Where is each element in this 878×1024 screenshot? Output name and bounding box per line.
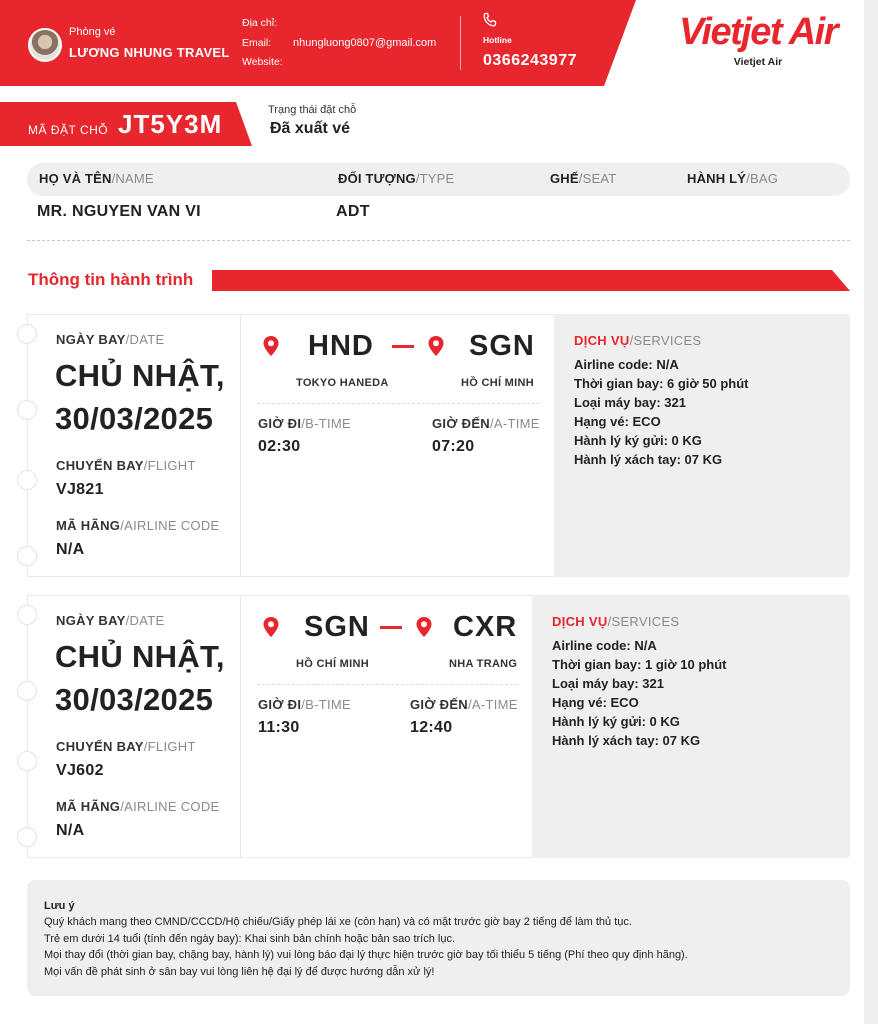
ticket-notch bbox=[17, 681, 37, 701]
avatar bbox=[28, 28, 62, 62]
bag-column-header: HÀNH LÝ/BAG bbox=[687, 171, 779, 186]
departure-time-label: GIỜ ĐI/B-TIME bbox=[258, 697, 351, 712]
origin-code: SGN bbox=[304, 611, 370, 643]
logo-wordmark: Vietjet Air bbox=[678, 11, 838, 53]
arrival-time: 07:20 bbox=[432, 438, 475, 455]
departure-time-label: GIỜ ĐI/B-TIME bbox=[258, 416, 351, 431]
flight-no-label: CHUYẾN BAY/FLIGHT bbox=[56, 458, 196, 473]
service-duration: Thời gian bay: 6 giờ 50 phút bbox=[574, 376, 749, 391]
arrival-time-label: GIỜ ĐẾN/A-TIME bbox=[410, 697, 518, 712]
note-line: Mọi thay đổi (thời gian bay, chặng bay, hành lý) vui lòng báo đại lý thực hiện trước giờ bay tối thiểu 5 tiếng (Phí theo quy định hãng). bbox=[44, 949, 688, 961]
departure-time: 11:30 bbox=[258, 719, 300, 736]
booking-code: JT5Y3M bbox=[118, 109, 223, 139]
service-duration: Thời gian bay: 1 giờ 10 phút bbox=[552, 657, 727, 672]
type-column-header: ĐỐI TƯỢNG/TYPE bbox=[338, 171, 455, 186]
arrival-time-label: GIỜ ĐẾN/A-TIME bbox=[432, 416, 540, 431]
airline-code: N/A bbox=[56, 822, 85, 839]
service-checked-bag: Hành lý ký gửi: 0 KG bbox=[552, 714, 680, 729]
location-pin-icon bbox=[262, 335, 280, 357]
destination-city: HỒ CHÍ MINH bbox=[461, 377, 534, 389]
note-line: Mọi vấn đề phát sinh ở sân bay vui lòng liên hệ đại lý để được hướng dẫn xử lý! bbox=[44, 966, 435, 978]
airline-code: N/A bbox=[56, 541, 85, 558]
booking-status: Đã xuất vé bbox=[270, 120, 351, 137]
route-dash bbox=[392, 345, 414, 348]
service-carry-on: Hành lý xách tay: 07 KG bbox=[574, 452, 723, 467]
services-title: DỊCH VỤ/SERVICES bbox=[552, 614, 680, 629]
ticket-notch bbox=[17, 751, 37, 771]
departure-time: 02:30 bbox=[258, 438, 301, 455]
origin-city: HỒ CHÍ MINH bbox=[296, 658, 369, 670]
flight-weekday: CHỦ NHẬT, bbox=[55, 358, 225, 393]
note-line: Quý khách mang theo CMND/CCCD/Hộ chiếu/Giấy phép lái xe (còn hạn) và có mặt trước giờ bay 2 tiếng để làm thủ tục. bbox=[44, 916, 632, 928]
service-carry-on: Hành lý xách tay: 07 KG bbox=[552, 733, 701, 748]
route-divider bbox=[257, 403, 540, 404]
service-aircraft: Loại máy bay: 321 bbox=[574, 395, 686, 410]
hotline-label: Hotline bbox=[483, 35, 512, 45]
service-fare-class: Hạng vé: ECO bbox=[552, 695, 639, 710]
email-label: Email: bbox=[242, 37, 272, 49]
ticket-notch bbox=[17, 400, 37, 420]
phone-icon bbox=[482, 12, 498, 28]
location-pin-icon bbox=[427, 335, 445, 357]
origin-city: TOKYO HANEDA bbox=[296, 377, 389, 389]
service-airline-code: Airline code: N/A bbox=[552, 638, 657, 653]
vietjet-logo bbox=[668, 10, 848, 68]
flight-card bbox=[27, 595, 850, 858]
flight-weekday: CHỦ NHẬT, bbox=[55, 639, 225, 674]
ticket-notch bbox=[17, 827, 37, 847]
location-pin-icon bbox=[262, 616, 280, 638]
flight-no-label: CHUYẾN BAY/FLIGHT bbox=[56, 739, 196, 754]
airline-code-label: MÃ HÃNG/AIRLINE CODE bbox=[56, 518, 220, 533]
logo-subtitle: Vietjet Air bbox=[733, 56, 783, 68]
agency-caption: Phòng vé bbox=[69, 26, 116, 38]
service-checked-bag: Hành lý ký gửi: 0 KG bbox=[574, 433, 702, 448]
seat-column-header: GHẾ/SEAT bbox=[550, 171, 617, 186]
agency-name: LƯƠNG NHUNG TRAVEL bbox=[69, 45, 230, 60]
arrival-time: 12:40 bbox=[410, 719, 453, 736]
page-edge bbox=[864, 0, 878, 1024]
name-column-header: HỌ VÀ TÊN/NAME bbox=[39, 171, 154, 186]
flight-card bbox=[27, 314, 850, 577]
date-label: NGÀY BAY/DATE bbox=[56, 613, 165, 628]
destination-code: SGN bbox=[469, 330, 535, 362]
flight-number: VJ602 bbox=[56, 762, 104, 779]
flight-date: 30/03/2025 bbox=[55, 401, 214, 436]
airline-code-label: MÃ HÃNG/AIRLINE CODE bbox=[56, 799, 220, 814]
ticket-notch bbox=[17, 324, 37, 344]
flight-date: 30/03/2025 bbox=[55, 682, 214, 717]
email-value[interactable]: nhungluong0807@gmail.com bbox=[293, 37, 437, 49]
header-divider bbox=[460, 16, 461, 70]
passenger-type: ADT bbox=[336, 203, 370, 220]
service-aircraft: Loại máy bay: 321 bbox=[552, 676, 664, 691]
ticket-notch bbox=[17, 605, 37, 625]
location-pin-icon bbox=[415, 616, 433, 638]
booking-status-label: Trạng thái đặt chỗ bbox=[268, 104, 357, 116]
hotline-value[interactable]: 0366243977 bbox=[483, 52, 577, 69]
passenger-name: MR. NGUYEN VAN VI bbox=[37, 203, 201, 220]
destination-code: CXR bbox=[453, 611, 518, 643]
website-label: Website: bbox=[242, 56, 283, 68]
itinerary-title-bar bbox=[212, 270, 850, 291]
notes-title: Lưu ý bbox=[44, 900, 75, 912]
services-title: DỊCH VỤ/SERVICES bbox=[574, 333, 702, 348]
address-label: Địa chỉ: bbox=[242, 17, 278, 29]
note-line: Trẻ em dưới 14 tuổi (tính đến ngày bay): Khai sinh bản chính hoặc bản sao trích lục. bbox=[44, 933, 456, 945]
route-divider bbox=[257, 684, 518, 685]
destination-city: NHA TRANG bbox=[449, 658, 518, 670]
origin-code: HND bbox=[308, 330, 374, 362]
service-airline-code: Airline code: N/A bbox=[574, 357, 679, 372]
service-fare-class: Hạng vé: ECO bbox=[574, 414, 661, 429]
flight-number: VJ821 bbox=[56, 481, 104, 498]
ticket-notch bbox=[17, 470, 37, 490]
booking-code-label: MÃ ĐẶT CHỖ bbox=[28, 123, 109, 137]
passenger-divider bbox=[27, 240, 850, 241]
ticket-notch bbox=[17, 546, 37, 566]
date-label: NGÀY BAY/DATE bbox=[56, 332, 165, 347]
itinerary-title: Thông tin hành trình bbox=[28, 270, 194, 289]
route-dash bbox=[380, 626, 402, 629]
